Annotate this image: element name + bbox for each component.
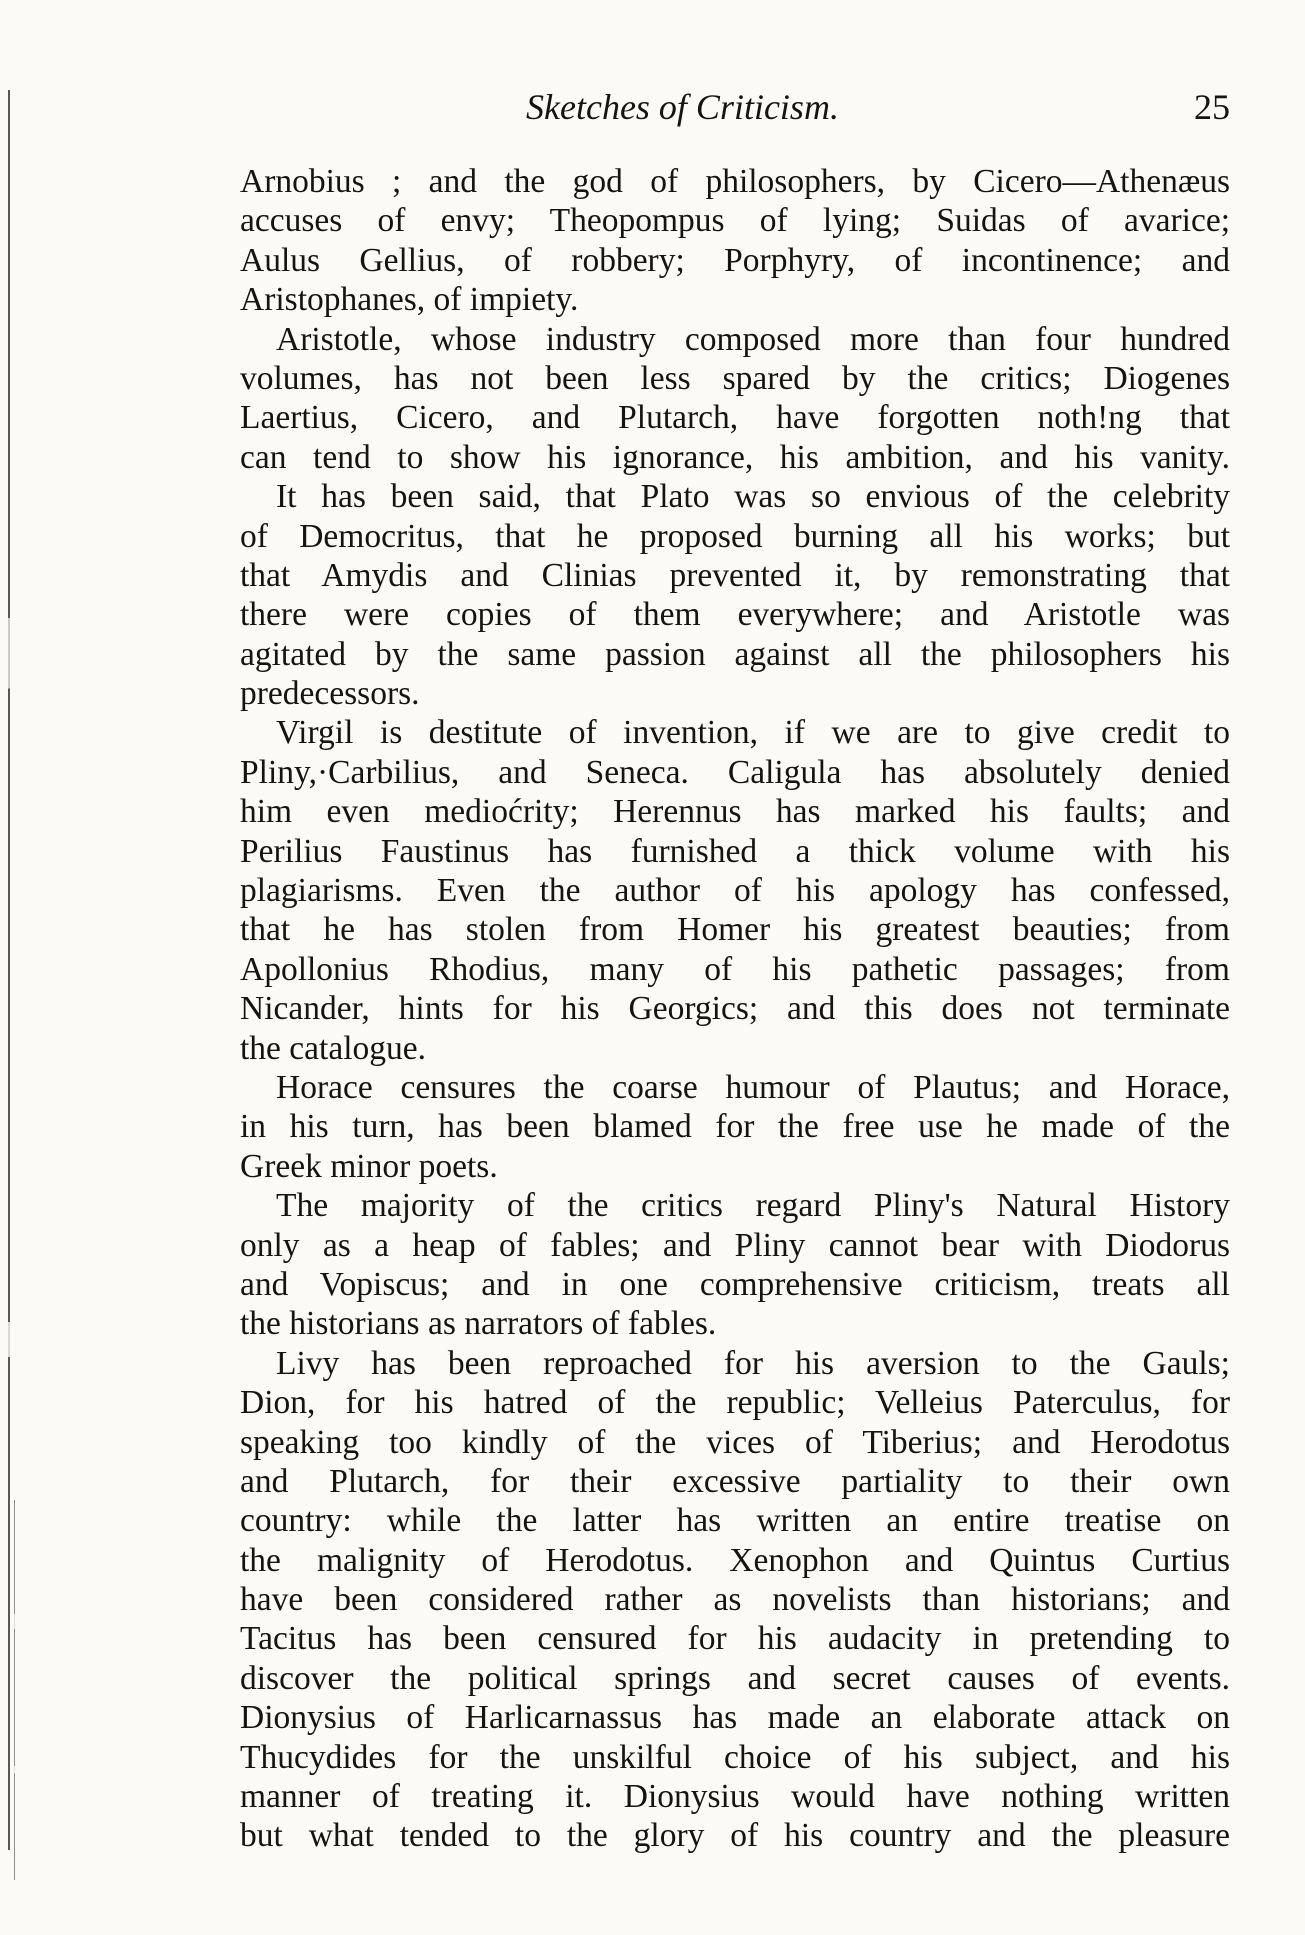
binding-edge-shadow	[14, 1500, 15, 1880]
text-line: Greek minor poets.	[240, 1147, 498, 1185]
text-line: Tacitus has been censured for his audacity in pretending to	[240, 1620, 1230, 1658]
running-title: Sketches of Criticism.	[526, 87, 839, 127]
paragraph-first-line: Aristotle, whose industry composed more than four hundred	[276, 320, 1230, 358]
text-line: speaking too kindly of the vices of Tiberius; and Herodotus	[240, 1423, 1230, 1461]
text-line: Dionysius of Harlicarnassus has made an elaborate attack on	[240, 1699, 1230, 1737]
text-line: manner of treating it. Dionysius would have nothing written	[240, 1778, 1230, 1816]
text-line: can tend to show his ignorance, his ambition, and his vanity.	[240, 438, 1230, 476]
text-line: Perilius Faustinus has furnished a thick volume with his	[240, 832, 1230, 870]
page-header	[240, 86, 1230, 136]
paragraph-first-line: Horace censures the coarse humour of Plautus; and Horace,	[276, 1068, 1230, 1106]
text-line: predecessors.	[240, 675, 420, 713]
text-line: volumes, has not been less spared by the critics; Diogenes	[240, 359, 1230, 397]
text-line: have been considered rather as novelists than historians; and	[240, 1581, 1230, 1619]
text-line: that he has stolen from Homer his greatest beauties; from	[240, 911, 1230, 949]
text-line: the catalogue.	[240, 1029, 427, 1067]
text-line: Aulus Gellius, of robbery; Porphyry, of incontinence; and	[240, 241, 1230, 279]
text-line: in his turn, has been blamed for the free use he made of the	[240, 1108, 1230, 1146]
text-line: of Democritus, that he proposed burning all his works; but	[240, 517, 1230, 555]
text-line: discover the political springs and secret causes of events.	[240, 1659, 1230, 1697]
text-line: accuses of envy; Theopompus of lying; Suidas of avarice;	[240, 202, 1230, 240]
binding-edge	[8, 90, 10, 1850]
text-line: Dion, for his hatred of the republic; Velleius Paterculus, for	[240, 1384, 1230, 1422]
paragraph-first-line: The majority of the critics regard Pliny's Natural History	[276, 1187, 1230, 1225]
text-line: the historians as narrators of fables.	[240, 1305, 717, 1343]
text-line: him even medioćrity; Herennus has marked his faults; and	[240, 793, 1230, 831]
text-line: agitated by the same passion against all the philosophers his	[240, 635, 1230, 673]
text-line: there were copies of them everywhere; and Aristotle was	[240, 596, 1230, 634]
page-number: 25	[1194, 87, 1230, 127]
text-line: country: while the latter has written an entire treatise on	[240, 1502, 1230, 1540]
text-line: plagiarisms. Even the author of his apology has confessed,	[240, 872, 1230, 910]
text-line: Arnobius ; and the god of philosophers, by Cicero—Athenæus	[240, 163, 1230, 200]
text-line: the malignity of Herodotus. Xenophon and Quintus Curtius	[240, 1541, 1230, 1579]
text-line: but what tended to the glory of his country and the pleasure	[240, 1817, 1230, 1855]
paragraph-first-line: Livy has been reproached for his aversion to the Gauls;	[276, 1344, 1230, 1382]
body-text	[240, 162, 1230, 1856]
paragraph-first-line: Virgil is destitute of invention, if we are to give credit to	[276, 714, 1230, 752]
text-line: Apollonius Rhodius, many of his pathetic passages; from	[240, 950, 1230, 988]
text-line: Pliny,·Carbilius, and Seneca. Caligula has absolutely denied	[240, 753, 1230, 791]
text-line: Laertius, Cicero, and Plutarch, have forgotten noth!ng that	[240, 399, 1230, 437]
text-line: and Plutarch, for their excessive partiality to their own	[240, 1462, 1230, 1500]
paragraph-first-line: It has been said, that Plato was so envious of the celebrity	[276, 478, 1230, 516]
text-line: that Amydis and Clinias prevented it, by remonstrating that	[240, 556, 1230, 594]
text-line: Aristophanes, of impiety.	[240, 281, 579, 319]
text-line: Nicander, hints for his Georgics; and this does not terminate	[240, 990, 1230, 1028]
text-line: only as a heap of fables; and Pliny cannot bear with Diodorus	[240, 1226, 1230, 1264]
text-line: and Vopiscus; and in one comprehensive criticism, treats all	[240, 1265, 1230, 1303]
text-line: Thucydides for the unskilful choice of his subject, and his	[240, 1738, 1230, 1776]
